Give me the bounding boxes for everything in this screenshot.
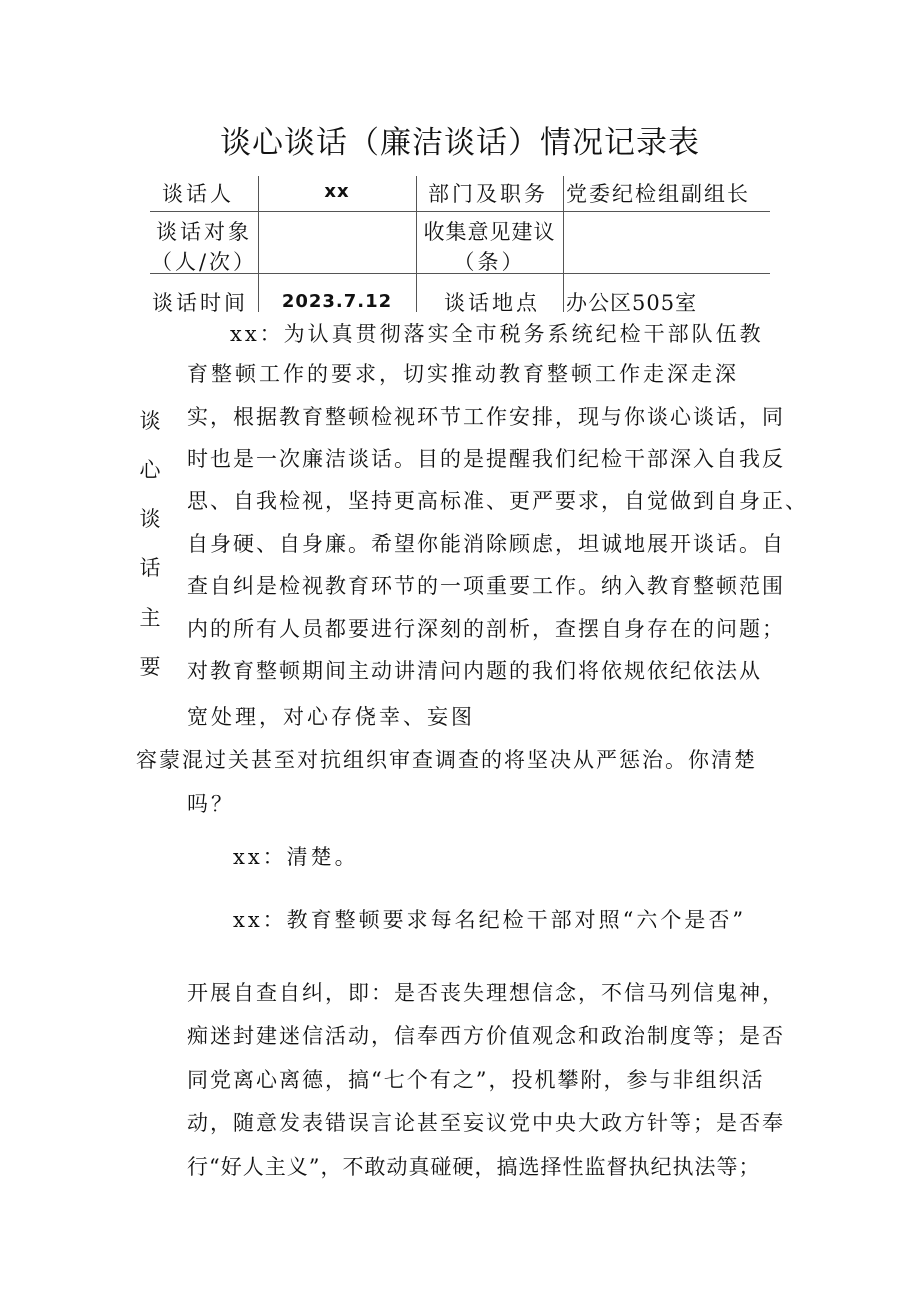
body-line: 同党离心离德，搞“七个有之”，投机攀附，参与非组织活 <box>187 1068 765 1092</box>
body-line: 实，根据教育整顿检视环节工作安排，现与你谈心谈话，同 <box>187 405 785 429</box>
side-label-char: 谈 <box>139 409 161 433</box>
body-line: 行“好人主义”，不敢动真碰硬，搞选择性监督执纪执法等； <box>187 1155 761 1179</box>
body-line: 开展自查自纠，即：是否丧失理想信念，不信马列信鬼神， <box>187 981 785 1005</box>
place-label: 谈话地点 <box>444 291 540 315</box>
interviewer-value: xx <box>324 181 350 202</box>
target-label-line2: （人/次） <box>150 250 258 274</box>
body-line: 动，随意发表错误言论甚至妄议党中央大政方针等；是否奉 <box>187 1111 785 1135</box>
side-label-char: 话 <box>139 556 161 580</box>
body-line: xx：为认真贯彻落实全市税务系统纪检干部队伍教 <box>230 322 764 346</box>
time-value: 2023.7.12 <box>281 291 393 312</box>
body-line: 容蒙混过关甚至对抗组织审查调查的将坚决从严惩治。你清楚 <box>136 748 757 772</box>
page-title: 谈心谈话（廉洁谈话）情况记录表 <box>220 125 700 161</box>
body-line: xx：教育整顿要求每名纪检干部对照“六个是否” <box>233 908 747 932</box>
table-rule-1 <box>150 211 770 212</box>
side-label-char: 要 <box>139 655 161 679</box>
body-line: 吗？ <box>187 792 235 816</box>
body-line: 自身硬、自身廉。希望你能消除顾虑，坦诚地展开谈话。自 <box>187 532 785 556</box>
suggest-label-line1: 收集意见建议 <box>423 220 556 244</box>
table-col-3 <box>563 176 564 312</box>
body-line: 时也是一次廉洁谈话。目的是提醒我们纪检干部深入自我反 <box>187 447 785 471</box>
body-line: 思、自我检视，坚持更高标准、更严要求，自觉做到自身正、 <box>187 489 808 513</box>
side-label-char: 心 <box>139 458 161 482</box>
body-line: xx：清楚。 <box>233 845 359 869</box>
target-label-line1: 谈话对象 <box>156 220 252 244</box>
table-col-1 <box>258 176 259 312</box>
time-label: 谈话时间 <box>152 291 248 315</box>
body-line: 痴迷封建迷信活动，信奉西方价值观念和政治制度等；是否 <box>187 1024 785 1048</box>
suggest-label-line2: （条） <box>453 250 526 274</box>
side-label-char: 谈 <box>139 507 161 531</box>
dept-label: 部门及职务 <box>428 182 548 206</box>
body-line: 查自纠是检视教育环节的一项重要工作。纳入教育整顿范围 <box>187 574 785 598</box>
body-line: 内的所有人员都要进行深刻的剖析，查摆自身存在的问题； <box>187 617 785 641</box>
body-line: 对教育整顿期间主动讲清问内题的我们将依规依纪依法从 <box>187 659 762 683</box>
side-label-char: 主 <box>139 606 161 630</box>
interviewer-label: 谈话人 <box>162 182 234 206</box>
body-line: 育整顿工作的要求，切实推动教育整顿工作走深走深 <box>187 362 739 386</box>
place-value: 办公区505室 <box>566 291 698 315</box>
body-line: 宽处理，对心存侥幸、妄图 <box>187 705 475 729</box>
dept-value: 党委纪检组副组长 <box>566 182 750 206</box>
